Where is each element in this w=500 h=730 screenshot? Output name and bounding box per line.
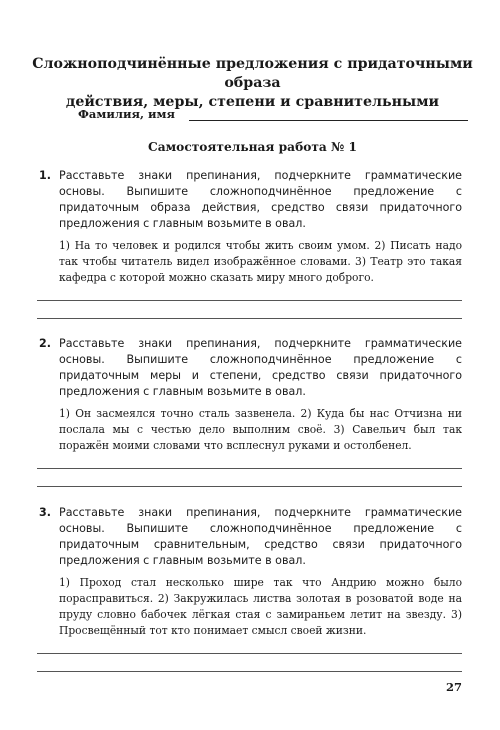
task-1 [37,168,462,319]
task-instruction-text: Расставьте знаки препинания, подчеркните грамматические основы. Выпишите сложноподчинённое предложение с придаточным образа действия, средство связи придаточного предложения с главным возьмите в овал. [59,169,462,230]
task-2 [37,336,462,487]
task-instruction [37,168,462,232]
task-instruction [37,336,462,400]
page-number: 27 [445,680,462,694]
name-label: Фамилия, имя [78,107,176,121]
task-instruction [37,505,462,569]
answer-line[interactable] [37,671,462,672]
task-number: 2. [39,337,51,350]
title-line-1: Сложноподчинённые предложения с придаточными образа [32,56,473,91]
task-instruction-text: Расставьте знаки препинания, подчеркните грамматические основы. Выпишите сложноподчинённое предложение с придаточным меры и степени, средство связи придаточного предложения с главным возьмите в овал. [59,337,462,398]
task-instruction-text: Расставьте знаки препинания, подчеркните грамматические основы. Выпишите сложноподчинённое предложение с придаточным сравнительным, средство связи придаточного предложения с главным возьмите в овал. [59,506,462,567]
task-number: 3. [39,506,51,519]
answer-line[interactable] [37,486,462,487]
task-sentences: 1) Проход стал несколько шире так что Андрию можно было порасправиться. 2) Закружилась листва золотая в розоватой воде на пруду словно бабочек лёгкая стая с замираньем летит на звезду. 3) Просвещённый тот кто понимает смысл своей жизни. [59,576,462,637]
answer-line[interactable] [37,300,462,301]
page-title [30,55,475,112]
task-sentences: 1) На то человек и родился чтобы жить своим умом. 2) Писать надо так чтобы читатель видел изображённое словами. 3) Театр это такая кафедра с которой можно сказать миру много доброго. [59,239,462,284]
title-line-2: действия, меры, степени и сравнительными [65,94,440,110]
task-number: 1. [39,169,51,182]
name-input-line[interactable] [189,108,468,121]
task-sentences: 1) Он засмеялся точно сталь зазвенела. 2) Куда бы нас Отчизна ни послала мы с честью дело выполним своё. 3) Савельич был так поражён моими словами что всплеснул руками и остолбенел. [59,407,462,452]
work-subtitle: Самостоятельная работа № 1 [148,140,357,154]
answer-line[interactable] [37,468,462,469]
answer-line[interactable] [37,653,462,654]
answer-line[interactable] [37,318,462,319]
task-3 [37,505,462,672]
name-field-row [78,107,468,121]
